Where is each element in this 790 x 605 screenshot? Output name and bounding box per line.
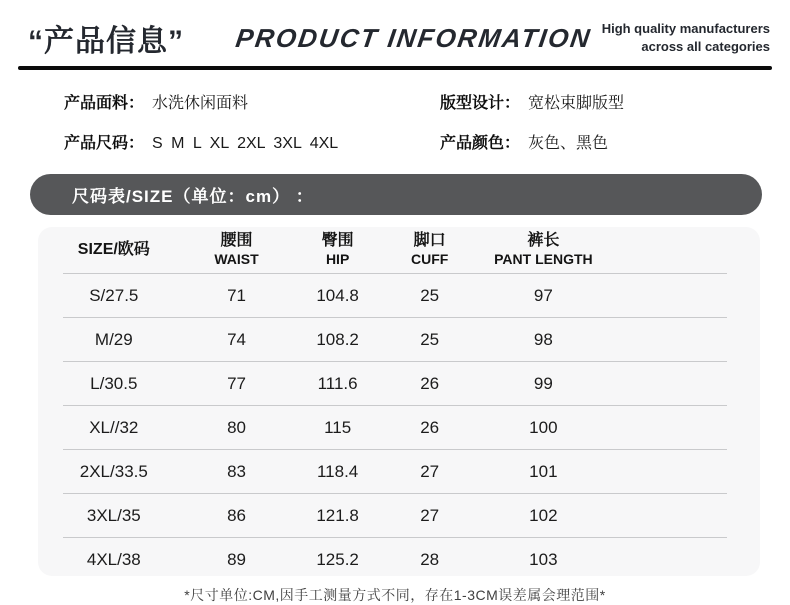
table-row-m bbox=[38, 318, 760, 361]
table-row-4xl bbox=[38, 538, 760, 581]
table-cell: M/29 bbox=[94, 329, 133, 349]
field-value: S M L XL 2XL 3XL 4XL bbox=[152, 135, 339, 152]
info-field-fabric bbox=[64, 90, 440, 113]
table-row-xl bbox=[38, 406, 760, 449]
table-cell: 97 bbox=[533, 285, 553, 305]
field-value: 水洗休闲面料 bbox=[152, 95, 249, 112]
table-cell: 26 bbox=[420, 373, 440, 393]
table-cell: 115 bbox=[324, 417, 352, 437]
header-cell-cuff: 脚口 CUFF bbox=[411, 232, 449, 268]
table-cell: 86 bbox=[227, 505, 246, 525]
field-label: 产品面料： bbox=[64, 95, 145, 112]
table-cell: XL//32 bbox=[89, 417, 139, 437]
table-row-2xl bbox=[38, 450, 760, 493]
table-cell: 99 bbox=[533, 373, 553, 393]
table-cell: 27 bbox=[420, 461, 440, 481]
field-label: 产品尺码： bbox=[64, 135, 145, 152]
measurement-disclaimer: *尺寸单位:CM,因手工测量方式不同，存在1-3CM误差属会理范围* bbox=[184, 587, 606, 603]
info-field-sizes bbox=[64, 130, 440, 153]
table-cell: 2XL/33.5 bbox=[79, 461, 148, 481]
header-cell-hip: 臀围 HIP bbox=[321, 232, 354, 268]
header-tagline bbox=[602, 20, 770, 55]
table-cell: 77 bbox=[227, 373, 246, 393]
header bbox=[0, 0, 790, 60]
table-cell: 101 bbox=[529, 461, 558, 481]
header-cell-size: SIZE/欧码 bbox=[77, 241, 150, 258]
table-cell: 118.4 bbox=[316, 461, 359, 481]
tagline-line-2: across all categories bbox=[641, 39, 770, 54]
table-cell: S/27.5 bbox=[89, 285, 139, 305]
field-label: 版型设计： bbox=[440, 95, 521, 112]
table-cell: 100 bbox=[529, 417, 558, 437]
info-field-design bbox=[440, 90, 770, 113]
table-cell: 83 bbox=[227, 461, 246, 481]
table-cell: 71 bbox=[227, 285, 246, 305]
page-title-en: PRODUCT INFORMATION bbox=[233, 22, 594, 53]
header-cell-waist: 腰围 WAIST bbox=[214, 232, 259, 268]
size-table-card bbox=[38, 227, 760, 576]
info-field-colors bbox=[440, 130, 770, 153]
size-chart-bar-title: 尺码表/SIZE（单位：cm） ： bbox=[72, 187, 314, 206]
tagline-line-1: High quality manufacturers bbox=[601, 21, 770, 37]
table-cell: 74 bbox=[227, 329, 246, 349]
table-cell: 102 bbox=[529, 505, 558, 525]
table-cell: 26 bbox=[420, 417, 440, 437]
table-cell: 98 bbox=[533, 329, 553, 349]
page-title-cn: “产品信息” bbox=[28, 25, 184, 58]
table-cell: 103 bbox=[529, 549, 558, 569]
table-cell: 80 bbox=[227, 417, 246, 437]
table-cell: 3XL/35 bbox=[86, 505, 141, 525]
size-chart-bar bbox=[30, 174, 762, 215]
table-cell: L/30.5 bbox=[90, 373, 138, 393]
table-row-s bbox=[38, 274, 760, 317]
size-table-header-row bbox=[38, 227, 760, 273]
header-cell-pant-length: 裤长 PANT LENGTH bbox=[494, 232, 593, 268]
table-row-3xl bbox=[38, 494, 760, 537]
table-row-l bbox=[38, 362, 760, 405]
table-cell: 4XL/38 bbox=[86, 549, 141, 569]
field-value: 宽松束脚版型 bbox=[528, 95, 625, 112]
field-value: 灰色、黑色 bbox=[528, 135, 609, 152]
field-label: 产品颜色： bbox=[440, 135, 521, 152]
table-cell: 27 bbox=[420, 505, 440, 525]
table-cell: 121.8 bbox=[316, 505, 359, 525]
table-cell: 25 bbox=[420, 329, 440, 349]
table-cell: 89 bbox=[227, 549, 246, 569]
table-cell: 108.2 bbox=[316, 329, 359, 349]
table-cell: 104.8 bbox=[316, 285, 359, 305]
table-cell: 111.6 bbox=[317, 373, 358, 393]
table-cell: 28 bbox=[420, 549, 440, 569]
table-cell: 125.2 bbox=[316, 549, 359, 569]
product-info-section bbox=[0, 70, 790, 153]
table-cell: 25 bbox=[420, 285, 440, 305]
